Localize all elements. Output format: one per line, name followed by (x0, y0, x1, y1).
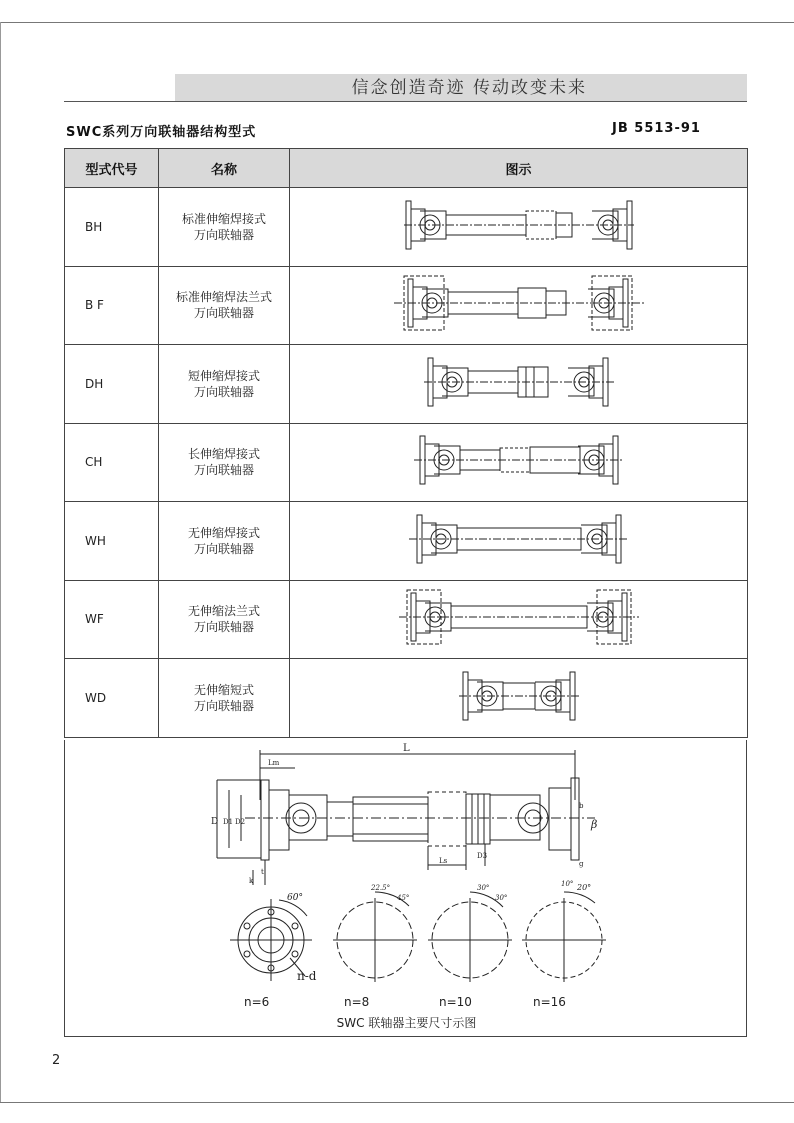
dim-label-k: k (249, 877, 254, 885)
doc-title: SWC系列万向联轴器结构型式 (66, 125, 257, 140)
name-line-1: 短伸缩焊接式 (187, 368, 260, 383)
type-name (159, 345, 290, 424)
dim-label-d: D (211, 817, 219, 827)
flange-label-n16: n=16 (533, 995, 566, 1009)
type-code: BH (65, 188, 159, 267)
name-line-1: 无伸缩焊接式 (187, 525, 260, 540)
banner-rule (64, 101, 747, 102)
dim-label-beta: β (591, 818, 598, 831)
angle-label-60: 60° (287, 893, 303, 903)
flange-label-n6: n=6 (244, 995, 270, 1009)
bottom-rule (0, 1102, 794, 1103)
dimension-diagram-panel (64, 740, 747, 1037)
table-row (65, 188, 748, 267)
name-line-2: 万向联轴器 (193, 306, 254, 321)
name-line-2: 万向联轴器 (193, 463, 254, 478)
table-row (65, 580, 748, 659)
dim-label-ls: Ls (439, 857, 448, 865)
header-figure: 图示 (290, 149, 748, 188)
name-line-1: 长伸缩焊接式 (187, 447, 260, 462)
name-line-2: 万向联轴器 (193, 620, 254, 635)
name-line-2: 万向联轴器 (193, 541, 254, 556)
coupling-drawing-ch (290, 423, 748, 502)
header-name: 名称 (159, 149, 290, 188)
coupling-drawing-wh (290, 502, 748, 581)
name-line-1: 无伸缩短式 (193, 682, 254, 697)
angle-label-30-a: 30° (477, 884, 490, 892)
type-name (159, 502, 290, 581)
flange-label-n10: n=10 (439, 995, 472, 1009)
name-line-2: 万向联轴器 (193, 227, 254, 242)
dim-label-lm: Lm (268, 759, 280, 767)
flange-label-n8: n=8 (344, 995, 370, 1009)
slogan-banner: 信念创造奇迹 传动改变未来 (175, 74, 747, 102)
angle-label-20: 20° (577, 883, 592, 892)
table-row (65, 423, 748, 502)
doc-standard: JB 5513-91 (612, 121, 701, 136)
type-name (159, 423, 290, 502)
dim-label-b: b (579, 802, 584, 810)
coupling-drawing-bf (290, 266, 748, 345)
name-line-1: 标准伸缩焊法兰式 (175, 290, 272, 305)
type-name (159, 266, 290, 345)
table-row (65, 266, 748, 345)
coupling-drawing-bh (290, 188, 748, 267)
left-rule (0, 22, 1, 1102)
angle-label-45: 45° (397, 894, 410, 902)
table-row (65, 659, 748, 738)
type-name (159, 188, 290, 267)
top-rule (0, 22, 794, 23)
coupling-drawing-dh (290, 345, 748, 424)
type-code: B F (65, 266, 159, 345)
dim-label-nd: n-d (297, 969, 317, 983)
type-code: WH (65, 502, 159, 581)
name-line-2: 万向联轴器 (193, 384, 254, 399)
type-code: CH (65, 423, 159, 502)
table-row (65, 345, 748, 424)
dimension-diagram (65, 740, 748, 1010)
angle-label-10: 10° (561, 880, 574, 888)
name-line-1: 标准伸缩焊接式 (181, 211, 266, 226)
type-name (159, 580, 290, 659)
dim-label-t: t (261, 868, 264, 876)
name-line-2: 万向联轴器 (193, 698, 254, 713)
table-row (65, 502, 748, 581)
type-code: DH (65, 345, 159, 424)
page-number: 2 (52, 1053, 61, 1068)
type-code: WF (65, 580, 159, 659)
dim-label-g: g (579, 860, 584, 868)
table-header-row (65, 149, 748, 188)
type-name (159, 659, 290, 738)
dim-label-l: L (403, 743, 410, 754)
angle-label-30-b: 30° (495, 894, 508, 902)
diagram-caption: SWC 联轴器主要尺寸示图 (336, 1016, 477, 1030)
header-code: 型式代号 (65, 149, 159, 188)
angle-label-22-5: 22.5° (371, 884, 391, 892)
type-code: WD (65, 659, 159, 738)
coupling-drawing-wd (290, 659, 748, 738)
dim-label-d1: D1 (223, 818, 234, 826)
name-line-1: 无伸缩法兰式 (187, 604, 260, 619)
structure-table (64, 148, 748, 738)
dim-label-d3: D3 (477, 852, 488, 860)
coupling-drawing-wf (290, 580, 748, 659)
dim-label-d2: D2 (235, 818, 246, 826)
